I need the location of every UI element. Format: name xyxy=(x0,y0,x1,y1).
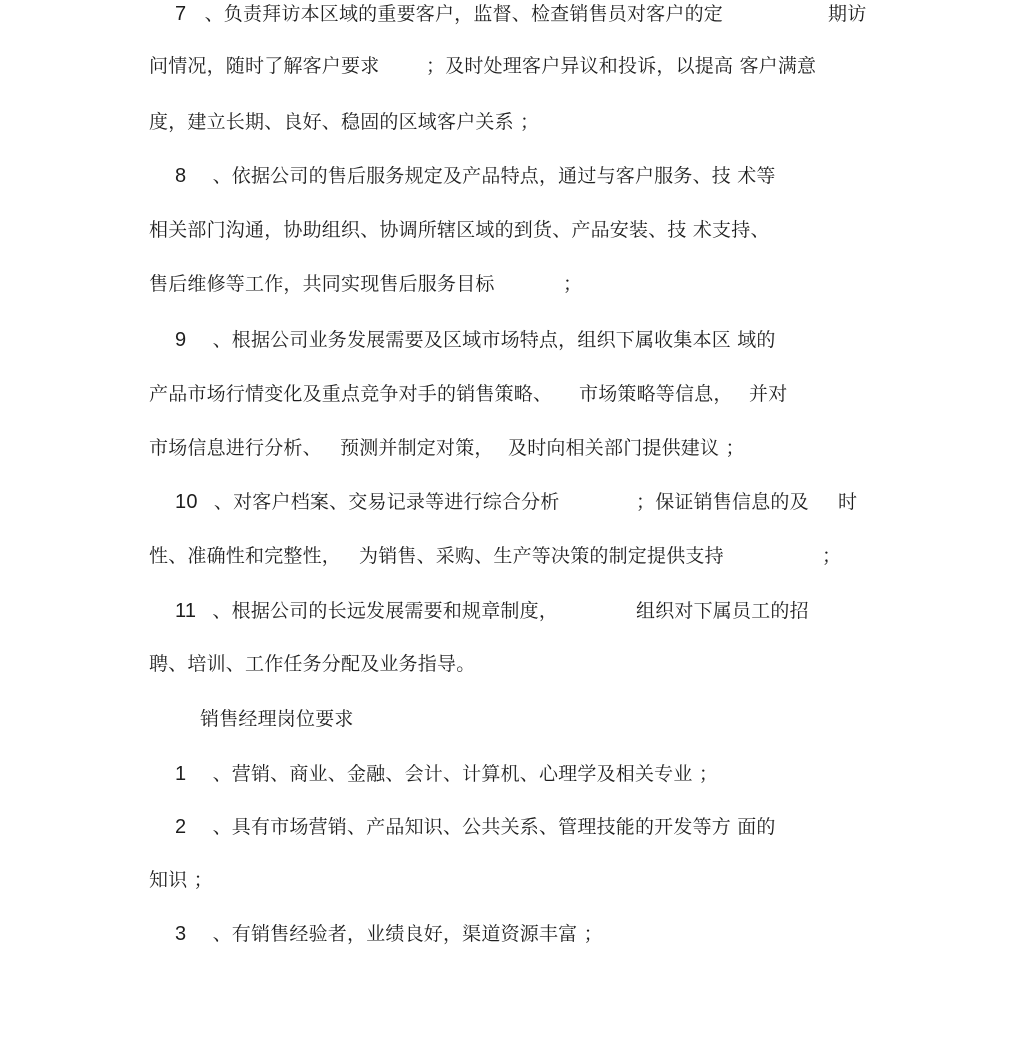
req-2-line-1 xyxy=(175,815,776,839)
item-8-line-3 xyxy=(149,272,495,296)
req-2-line-2 xyxy=(149,868,213,892)
item-7-line-2 xyxy=(149,54,379,78)
item-11-line-1 xyxy=(175,599,558,623)
text-segment: ；及时处理客户异议和投诉，以提高 客户满意 xyxy=(426,55,817,77)
item-10-line-1-end xyxy=(838,490,857,514)
text-segment: 为销售、采购、生产等决策的制定提供支持 xyxy=(359,545,724,567)
text-segment: 期访 xyxy=(828,3,867,25)
text-segment: 、根据公司业务发展需要及区域市场特点，组织下属收集本区 域的 xyxy=(212,329,776,351)
item-number: 11 xyxy=(175,600,197,622)
item-number: 1 xyxy=(175,763,187,785)
item-11-line-1-end xyxy=(636,599,809,623)
text-segment: 售后维修等工作，共同实现售后服务目标 xyxy=(149,273,495,295)
item-8-line-3-end xyxy=(563,272,582,296)
item-number: 9 xyxy=(175,329,187,351)
item-number: 2 xyxy=(175,816,187,838)
text-segment: 问情况，随时了解客户要求 xyxy=(149,55,380,77)
text-segment: 产品市场行情变化及重点竞争对手的销售策略、 xyxy=(149,383,553,405)
text-segment: ； xyxy=(822,545,842,567)
item-number: 10 xyxy=(175,491,198,513)
item-9-line-2-end xyxy=(749,382,787,406)
text-segment: 、有销售经验者，业绩良好，渠道资源丰富 ； xyxy=(212,923,603,945)
item-number: 7 xyxy=(175,3,187,25)
item-10-line-2-end xyxy=(822,544,841,568)
item-7-line-2-end xyxy=(426,54,816,78)
section-heading xyxy=(200,707,354,731)
text-segment: 、根据公司的长远发展需要和规章制度， xyxy=(212,600,559,622)
text-segment: 、对客户档案、交易记录等进行综合分析 xyxy=(213,491,560,513)
item-10-line-2-mid xyxy=(359,544,724,568)
item-9-line-2-mid xyxy=(579,382,733,406)
text-segment: 时 xyxy=(838,491,858,513)
text-segment: 市场信息进行分析、 xyxy=(149,437,322,459)
req-3-line-1 xyxy=(175,922,603,946)
item-9-line-3-end xyxy=(508,436,745,460)
text-segment: ； xyxy=(563,273,583,295)
text-segment: 性、准确性和完整性， xyxy=(149,545,342,567)
item-9-line-3 xyxy=(149,436,322,460)
item-7-line-3 xyxy=(149,110,539,134)
item-7-line-1-end xyxy=(828,2,866,26)
text-segment: 、营销、商业、金融、会计、计算机、心理学及相关专业 ； xyxy=(212,763,719,785)
item-7-line-1 xyxy=(175,2,723,26)
text-segment: 相关部门沟通，协助组织、协调所辖区域的到货、产品安装、技 术支持、 xyxy=(149,219,770,241)
item-9-line-3-mid xyxy=(340,436,494,460)
text-segment: 、具有市场营销、产品知识、公共关系、管理技能的开发等方 面的 xyxy=(212,816,776,838)
text-segment: 及时向相关部门提供建议 ； xyxy=(508,437,745,459)
text-segment: 聘、培训、工作任务分配及业务指导。 xyxy=(149,653,476,675)
item-10-line-2 xyxy=(149,544,341,568)
text-segment: 、负责拜访本区域的重要客户，监督、检查销售员对客户的定 xyxy=(204,3,723,25)
text-segment: 预测并制定对策， xyxy=(340,437,494,459)
text-segment: 组织对下属员工的招 xyxy=(636,600,809,622)
item-8-line-1 xyxy=(175,164,776,188)
req-1-line-1 xyxy=(175,762,718,786)
text-segment: ；保证销售信息的及 xyxy=(636,491,809,513)
item-11-line-2 xyxy=(149,652,475,676)
item-number: 8 xyxy=(175,165,187,187)
heading-text: 销售经理岗位要求 xyxy=(200,708,354,730)
text-segment: 并对 xyxy=(749,383,788,405)
text-segment: 市场策略等信息， xyxy=(579,383,733,405)
item-10-line-1 xyxy=(175,490,560,514)
item-number: 3 xyxy=(175,923,187,945)
text-segment: 、依据公司的售后服务规定及产品特点，通过与客户服务、技 术等 xyxy=(212,165,776,187)
item-9-line-2 xyxy=(149,382,552,406)
text-segment: 度，建立长期、良好、稳固的区域客户关系 ； xyxy=(149,111,540,133)
item-9-line-1 xyxy=(175,328,776,352)
item-10-line-1-mid xyxy=(636,490,809,514)
text-segment: 知识 ； xyxy=(149,869,213,891)
item-8-line-2 xyxy=(149,218,770,242)
